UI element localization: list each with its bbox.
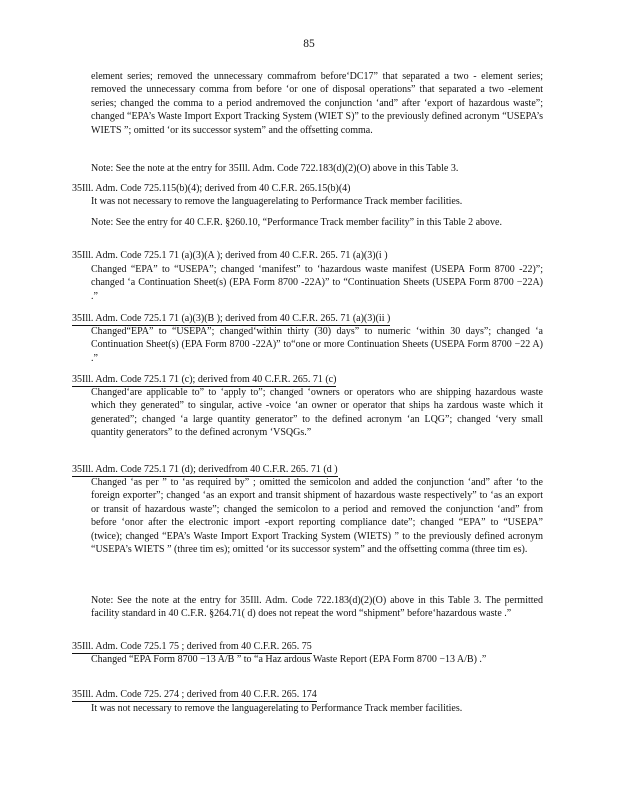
entry-note: Note: See the entry for 40 C.F.R. §260.10, “Performance Track member facility” in this Table 2 above.: [91, 217, 502, 228]
entry-heading: 35Ill. Adm. Code 725.1 75 ; derived from 40 C.F.R. 265. 75: [72, 641, 312, 652]
entry-text: Changed ‘as per ” to ‘as required by” ; omitted the semicolon and added the conjunction ‘and” after ‘to the foreign exporter”; changed ‘as an export and transit shipment of hazardous waste respectively” to ‘as an export or transit of hazardous waste”; changed the semicolon to a period and removed the conjunction ‘and” from before ‘onor after the electronic import -export reporting compliance date”; changed “EPA” to “USEPA” (twice); changed “EPA’s Waste Import Export Tracking System (WIETS) ” to the previously defined acronym “USEPA’s WIETS ” (three tim es); omitted ‘or its successor system” and the offsetting comma (three tim es).: [91, 477, 543, 556]
entry-heading: 35Ill. Adm. Code 725.1 71 (a)(3)(B ); derived from 40 C.F.R. 265. 71 (a)(3)(ii ): [72, 313, 391, 324]
entry-text: Changed‘are applicable to” to ‘apply to”; changed ‘owners or operators who are shipping hazardous waste which they generated” to singular, active -voice ‘an owner or operator that ships ha zardous waste which it generated”; changed ‘a large quantity generator” to the defined acronym ‘an LQG”; changed ‘very small quantity generators” to the defined acronym ‘VSQGs.”: [91, 387, 543, 439]
entry-text: Changed“EPA” to “USEPA”; changed‘within thirty (30) days” to numeric ‘within 30 days”; changed ‘a Continuation Sheet(s) (EPA Form 8700 -22A)” to“one or more Continuation Sheets (USEPA Form 8700 −22 A) .”: [91, 326, 543, 364]
entry-text: Changed “EPA” to “USEPA”; changed ‘manifest” to ‘hazardous waste manifest (USEPA Form 8700 -22)”; changed ‘a Continuation Sheet(s) (EPA Form 8700 -22A)” to “Continuation Sheets (USEPA Form 8700 −22A) .”: [91, 264, 543, 302]
entry-heading: 35Ill. Adm. Code 725.1 71 (a)(3)(A ); derived from 40 C.F.R. 265. 71 (a)(3)(i ): [72, 250, 388, 261]
entry-text: Changed “EPA Form 8700 −13 A/B ” to “a Haz ardous Waste Report (EPA Form 8700 −13 A/B) .”: [91, 654, 487, 665]
entry-heading: 35Ill. Adm. Code 725.1 71 (c); derived from 40 C.F.R. 265. 71 (c): [72, 374, 337, 385]
entry-heading: 35Ill. Adm. Code 725.115(b)(4); derived from 40 C.F.R. 265.15(b)(4): [72, 183, 351, 194]
entry-text: It was not necessary to remove the languagerelating to Performance Track member facilities.: [91, 703, 463, 714]
page-number: 85: [303, 38, 315, 50]
entry-heading: 35Ill. Adm. Code 725.1 71 (d); derivedfrom 40 C.F.R. 265. 71 (d ): [72, 464, 338, 475]
entry-text: It was not necessary to remove the languagerelating to Performance Track member facilities.: [91, 196, 463, 207]
entry-note: Note: See the note at the entry for 35Ill. Adm. Code 722.183(d)(2)(O) above in this Table 3. The permitted facility standard in 40 C.F.R. §264.71( d) does not repeat the word “shipment” before‘hazardous waste .”: [91, 595, 543, 620]
entry-heading: 35Ill. Adm. Code 725. 274 ; derived from 40 C.F.R. 265. 174: [72, 689, 317, 700]
entry-text: element series; removed the unnecessary commafrom before‘DC17” that separated a two - element series; removed the unnecessary comma from before ‘or one of disposal operations” that separated a two -element series; changed the comma to a period andremoved the conjunction ‘and” after ‘export of hazardous waste”; changed “EPA’s Waste Import Export Tracking System (WIET S)” to the previously defined acronym “USEPA’s WIETS ”; omitted ‘or its successor system” and the offsetting comma.: [91, 71, 543, 136]
entry-note: Note: See the note at the entry for 35Ill. Adm. Code 722.183(d)(2)(O) above in this Table 3.: [91, 163, 459, 174]
